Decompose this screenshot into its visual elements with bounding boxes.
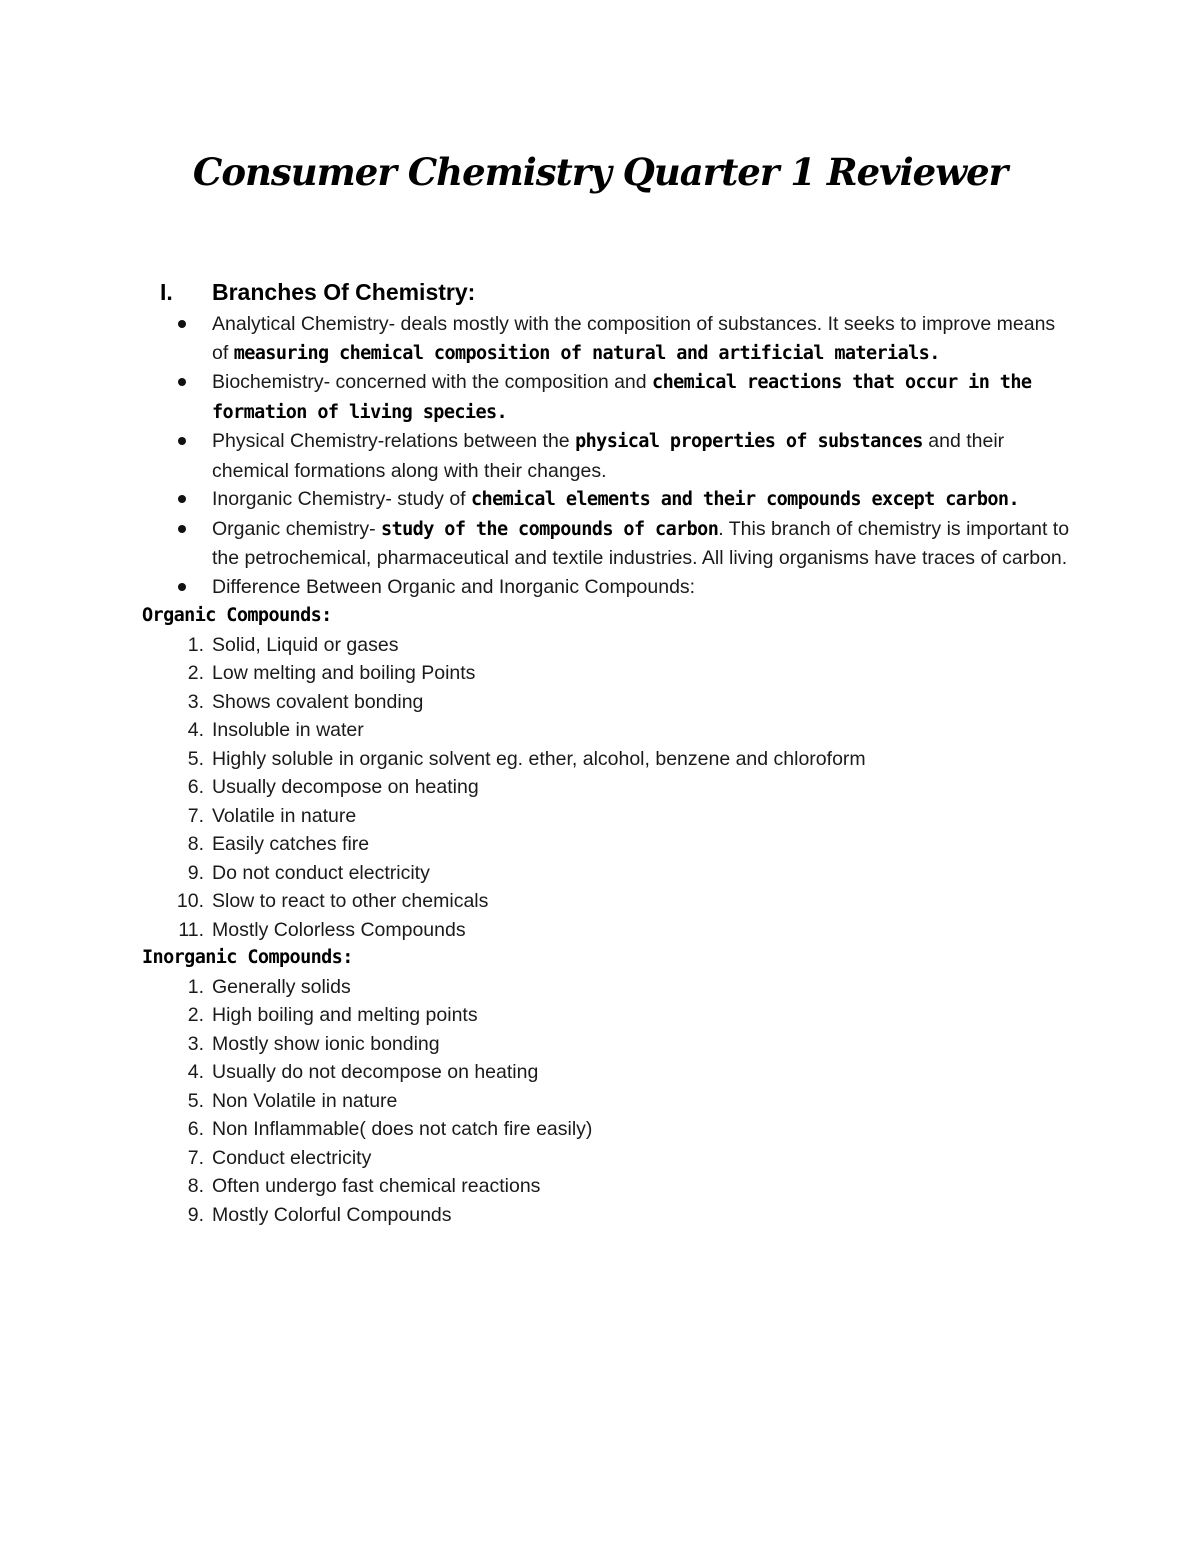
list-item-text: Slow to react to other chemicals bbox=[212, 890, 489, 912]
list-item-number: 9. bbox=[187, 861, 204, 884]
list-item-text: Generally solids bbox=[212, 975, 351, 998]
list-item bbox=[142, 1115, 1072, 1144]
list-item bbox=[142, 659, 1072, 688]
list-item-number: 6. bbox=[187, 776, 204, 798]
section-heading bbox=[160, 276, 475, 308]
list-item bbox=[142, 916, 1072, 945]
bullet-icon bbox=[178, 378, 186, 386]
list-item-text: Easily catches fire bbox=[212, 833, 370, 855]
list-item-number: 1. bbox=[187, 633, 204, 656]
branch-item-inorganic: Inorganic Chemistry- study of chemical elements and their compounds except carbon. bbox=[142, 485, 1072, 515]
list-item-number: 8. bbox=[187, 833, 204, 855]
bullet-icon bbox=[178, 583, 186, 591]
list-item-number: 10. bbox=[176, 890, 204, 912]
list-item-text: Volatile in nature bbox=[212, 804, 357, 827]
branches-list bbox=[142, 310, 1072, 602]
inorganic-compounds-list bbox=[142, 973, 1072, 1230]
list-item-text: Highly soluble in organic solvent eg. ether, alcohol, benzene and chloroform bbox=[212, 747, 866, 770]
list-item-number: 9. bbox=[187, 1203, 204, 1226]
list-item-number: 3. bbox=[187, 1032, 204, 1055]
list-item-number: 3. bbox=[187, 690, 204, 713]
list-item bbox=[142, 1172, 1072, 1201]
branch-item-organic: Organic chemistry- study of the compounds of carbon. This branch of chemistry is important to the petrochemical, pharmaceutical and textile industries. All living organisms have traces of carbon. bbox=[142, 515, 1072, 573]
list-item-text: Often undergo fast chemical reactions bbox=[212, 1175, 541, 1197]
bullet-icon bbox=[178, 320, 186, 328]
list-item-number: 4. bbox=[187, 1061, 204, 1083]
list-item bbox=[142, 1030, 1072, 1059]
list-item-text: Low melting and boiling Points bbox=[212, 662, 476, 684]
list-item-text: Conduct electricity bbox=[212, 1146, 372, 1169]
list-item bbox=[142, 1058, 1072, 1087]
bullet-icon bbox=[178, 437, 186, 445]
list-item bbox=[142, 1144, 1072, 1173]
bullet-icon bbox=[178, 525, 186, 533]
list-item bbox=[142, 973, 1072, 1002]
list-item-number: 6. bbox=[187, 1118, 204, 1140]
branch-item-difference: Difference Between Organic and Inorganic Compounds: bbox=[142, 573, 1072, 603]
organic-compounds-list bbox=[142, 631, 1072, 945]
list-item-number: 7. bbox=[187, 804, 204, 827]
list-item-text: Do not conduct electricity bbox=[212, 861, 430, 884]
list-item-number: 2. bbox=[187, 1004, 204, 1026]
inorganic-compounds-heading: Inorganic Compounds: bbox=[142, 947, 353, 968]
list-item-number: 11. bbox=[178, 918, 204, 941]
branch-item-analytical: Analytical Chemistry- deals mostly with the composition of substances. It seeks to improve means of measuring chemical composition of natural and artificial materials. bbox=[142, 310, 1072, 368]
list-item bbox=[142, 1087, 1072, 1116]
document-body bbox=[142, 310, 1072, 1229]
section-roman-numeral: I. bbox=[160, 279, 173, 305]
list-item-text: High boiling and melting points bbox=[212, 1004, 478, 1026]
list-item-text: Usually do not decompose on heating bbox=[212, 1061, 539, 1083]
list-item bbox=[142, 830, 1072, 859]
organic-compounds-heading: Organic Compounds: bbox=[142, 605, 332, 626]
list-item-number: 7. bbox=[187, 1146, 204, 1169]
list-item bbox=[142, 688, 1072, 717]
list-item-number: 1. bbox=[187, 975, 204, 998]
list-item-text: Mostly Colorless Compounds bbox=[212, 918, 466, 941]
list-item-number: 4. bbox=[187, 719, 204, 741]
list-item-text: Non Volatile in nature bbox=[212, 1089, 398, 1112]
list-item-text: Mostly Colorful Compounds bbox=[212, 1203, 452, 1226]
list-item bbox=[142, 716, 1072, 745]
list-item-text: Usually decompose on heating bbox=[212, 776, 479, 798]
list-item-number: 5. bbox=[187, 1089, 204, 1112]
bullet-icon bbox=[178, 495, 186, 503]
list-item bbox=[142, 631, 1072, 660]
list-item-number: 2. bbox=[187, 662, 204, 684]
list-item-text: Insoluble in water bbox=[212, 719, 364, 741]
list-item-number: 5. bbox=[187, 747, 204, 770]
section-heading-text: Branches Of Chemistry: bbox=[212, 279, 476, 305]
list-item bbox=[142, 802, 1072, 831]
list-item-text: Solid, Liquid or gases bbox=[212, 633, 399, 656]
list-item bbox=[142, 773, 1072, 802]
list-item-text: Mostly show ionic bonding bbox=[212, 1032, 440, 1055]
list-item bbox=[142, 887, 1072, 916]
list-item-text: Shows covalent bonding bbox=[212, 690, 424, 713]
list-item bbox=[142, 859, 1072, 888]
branch-item-physical: Physical Chemistry-relations between the physical properties of substances and their chemical formations along with their changes. bbox=[142, 427, 1072, 485]
list-item-text: Non Inflammable( does not catch fire easily) bbox=[212, 1118, 593, 1140]
branch-item-biochemistry: Biochemistry- concerned with the composition and chemical reactions that occur in the formation of living species. bbox=[142, 368, 1072, 427]
list-item bbox=[142, 745, 1072, 774]
list-item bbox=[142, 1001, 1072, 1030]
list-item-number: 8. bbox=[187, 1175, 204, 1197]
document-title: Consumer Chemistry Quarter 1 Reviewer bbox=[192, 150, 1008, 194]
list-item bbox=[142, 1201, 1072, 1230]
